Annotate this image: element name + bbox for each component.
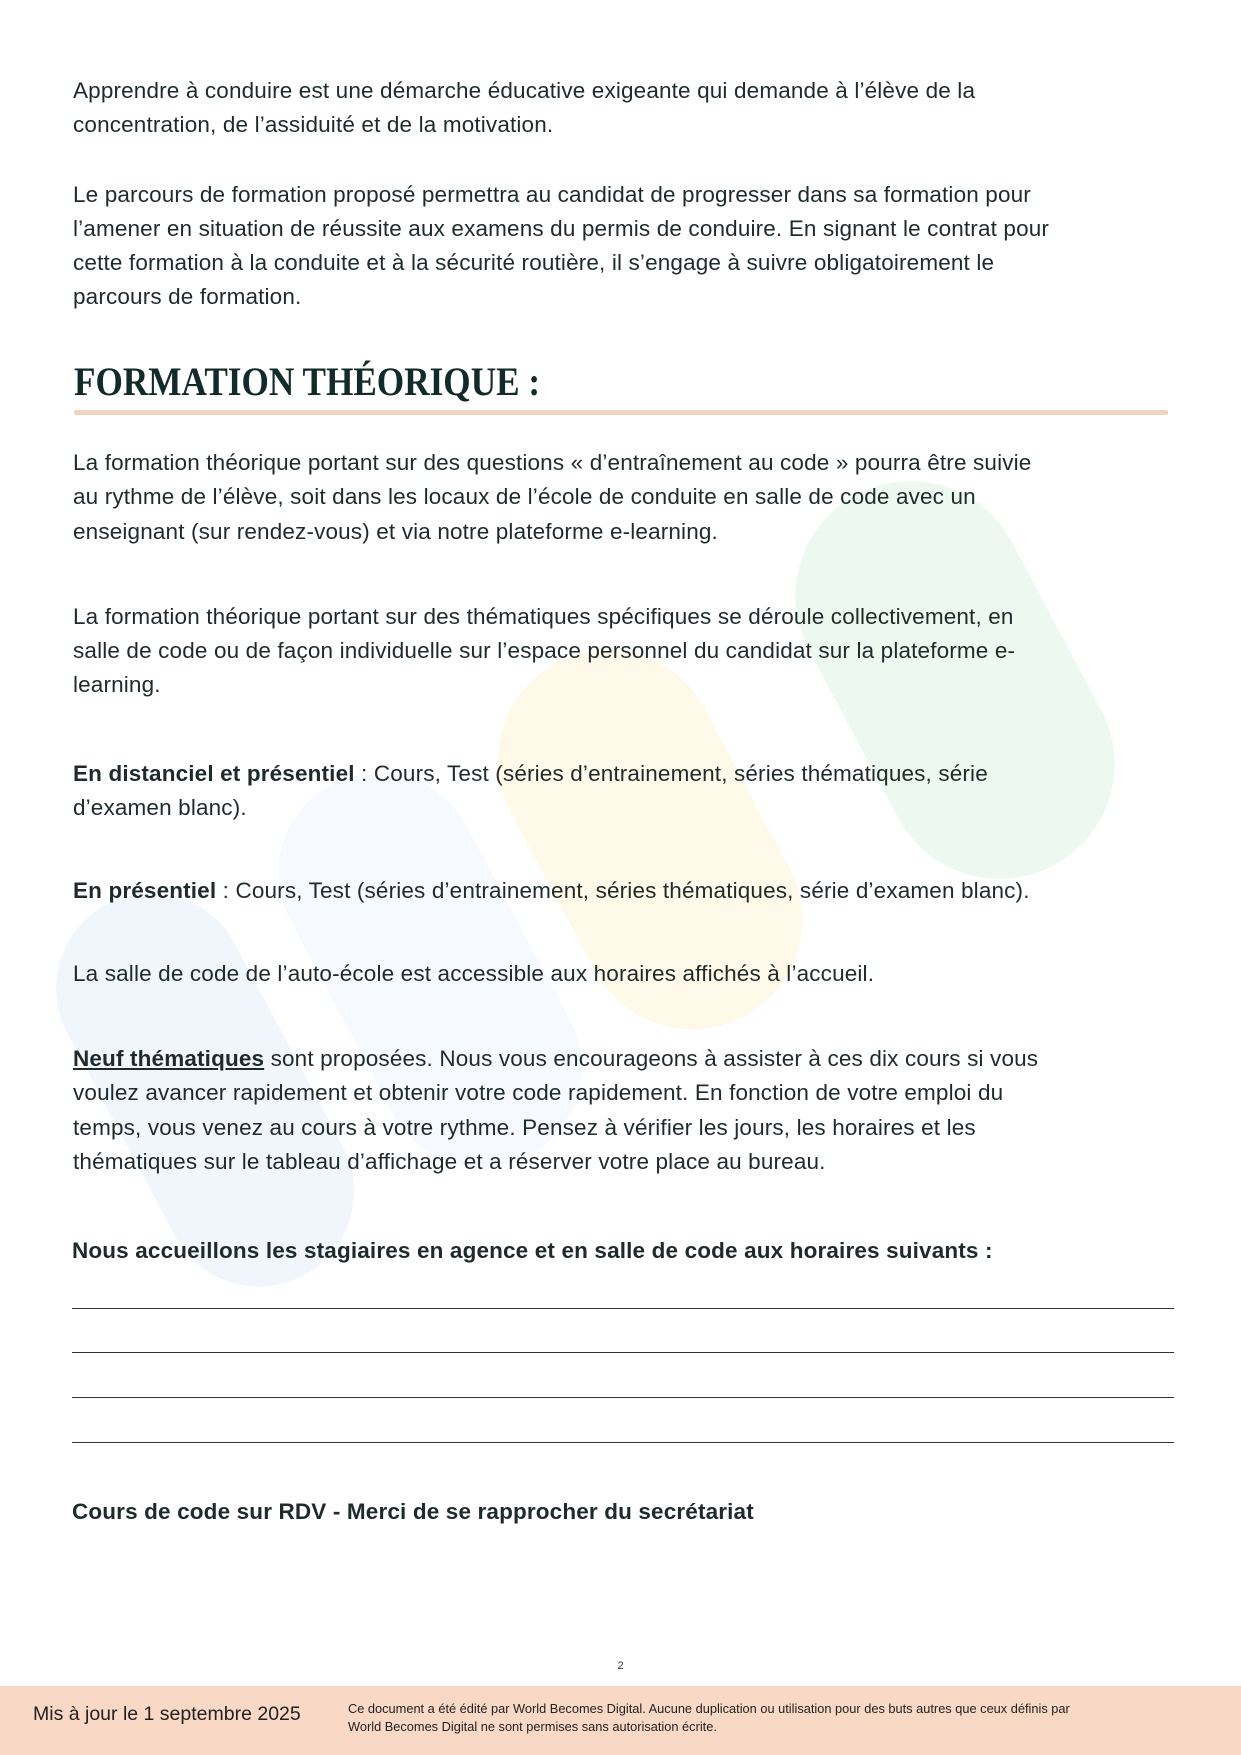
section-heading: FORMATION THÉORIQUE : bbox=[74, 359, 541, 404]
horaires-blank-line[interactable] bbox=[72, 1308, 1174, 1309]
theorique2-line: salle de code ou de façon individuelle sur l’espace personnel du candidat sur la plateforme e- bbox=[73, 638, 1016, 663]
horaires-blank-line[interactable] bbox=[72, 1397, 1174, 1398]
theorique-line: au rythme de l’élève, soit dans les locaux de l’école de conduite en salle de code avec un bbox=[73, 484, 976, 509]
distanciel-text: : Cours, Test (séries d’entrainement, séries thématiques, série bbox=[354, 761, 988, 786]
footer-legal-line: Ce document a été édité par World Becomes Digital. Aucune duplication ou utilisation pour des buts autres que ceux définis par bbox=[348, 1701, 1070, 1716]
distanciel-label: En distanciel et présentiel bbox=[73, 761, 355, 786]
page-number: 2 bbox=[617, 1660, 624, 1672]
theorique2-line: La formation théorique portant sur des thématiques spécifiques se déroule collectivement, en bbox=[73, 604, 1014, 629]
neuf-line: voulez avancer rapidement et obtenir votre code rapidement. En fonction de votre emploi du bbox=[73, 1080, 1004, 1105]
distanciel-line bbox=[73, 761, 988, 787]
footer bbox=[0, 1686, 1241, 1755]
neuf-line: thématiques sur le tableau d’affichage et a réserver votre place au bureau. bbox=[73, 1149, 826, 1174]
parcours-line: parcours de formation. bbox=[73, 284, 302, 309]
neuf-thematiques-link[interactable]: Neuf thématiques bbox=[73, 1046, 265, 1071]
intro-line: Apprendre à conduire est une démarche éducative exigeante qui demande à l’élève de la bbox=[73, 78, 976, 103]
parcours-line: Le parcours de formation proposé permettra au candidat de progresser dans sa formation pour bbox=[73, 182, 1031, 207]
heading-underline bbox=[74, 410, 1168, 415]
theorique2-line: learning. bbox=[73, 672, 161, 697]
theorique-line: La formation théorique portant sur des questions « d’entraînement au code » pourra être suivie bbox=[73, 450, 1032, 475]
neuf-text: sont proposées. Nous vous encourageons à assister à ces dix cours si vous bbox=[264, 1046, 1039, 1071]
horaires-title: Nous accueillons les stagiaires en agence et en salle de code aux horaires suivants : bbox=[72, 1238, 993, 1263]
rdv-note: Cours de code sur RDV - Merci de se rapprocher du secrétariat bbox=[72, 1499, 754, 1524]
horaires-blank-line[interactable] bbox=[72, 1442, 1174, 1443]
footer-legal-line: World Becomes Digital ne sont permises sans autorisation écrite. bbox=[348, 1719, 717, 1734]
neuf-line bbox=[73, 1046, 1038, 1072]
presentiel-text: : Cours, Test (séries d’entrainement, séries thématiques, série d’examen blanc). bbox=[216, 878, 1030, 903]
parcours-line: cette formation à la conduite et à la sécurité routière, il s’engage à suivre obligatoirement le bbox=[73, 250, 995, 275]
distanciel-line-2: d’examen blanc). bbox=[73, 795, 247, 820]
salle-line: La salle de code de l’auto-école est accessible aux horaires affichés à l’accueil. bbox=[73, 961, 875, 986]
theorique-line: enseignant (sur rendez-vous) et via notre plateforme e-learning. bbox=[73, 519, 718, 544]
footer-updated-date: Mis à jour le 1 septembre 2025 bbox=[33, 1703, 301, 1725]
parcours-line: l’amener en situation de réussite aux examens du permis de conduire. En signant le contrat pour bbox=[73, 216, 1050, 241]
intro-line: concentration, de l’assiduité et de la motivation. bbox=[73, 112, 554, 137]
neuf-line: temps, vous venez au cours à votre rythme. Pensez à vérifier les jours, les horaires et les bbox=[73, 1115, 976, 1140]
horaires-blank-line[interactable] bbox=[72, 1352, 1174, 1353]
footer-legal bbox=[348, 1700, 1070, 1736]
presentiel-label: En présentiel bbox=[73, 878, 217, 903]
presentiel-line bbox=[73, 878, 1030, 904]
